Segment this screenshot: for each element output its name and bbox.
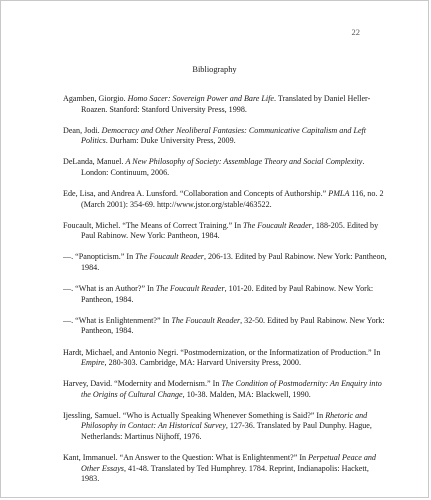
entry-text: Harvey, David. “Modernity and Modernism.” In	[63, 379, 222, 389]
entry-text: Hardt, Michael, and Antonio Negri. “Postmodernization, or the Informatization of Production.” In	[63, 347, 381, 357]
bibliography-entry	[63, 453, 388, 485]
entry-italic-title: The Foucault Reader	[155, 284, 225, 294]
bibliography-entry	[63, 157, 388, 178]
entry-text: , 41-48. Translated by Ted Humphrey. 1784. Reprint, Indianapolis: Hackett, 1983.	[81, 463, 369, 484]
bibliography-entry	[63, 379, 388, 400]
entry-text: , 127-36. Translated by Paul Dunphy. Hague, Netherlands: Martinus Nijhoff, 1976.	[81, 421, 372, 442]
entry-text: —. “What is Enlightenment?” In	[63, 315, 172, 325]
entry-text: —. “Panopticism.” In	[63, 252, 136, 262]
entry-italic-title: The Condition of Postmodernity: An Enquiry into the Origins of Cultural Change	[81, 379, 382, 399]
entry-italic-title: Perpetual Peace and Other Essays	[81, 453, 376, 473]
entry-text: , 280-303. Cambridge, MA: Harvard University Press, 2000.	[104, 358, 302, 368]
entry-text: , 206-13. Edited by Paul Rabinow. New York: Pantheon, 1984.	[81, 252, 387, 273]
entry-text: DeLanda, Manuel.	[63, 157, 126, 167]
entry-text: . Translated by Daniel Heller-Roazen. Stanford: Stanford University Press, 1998.	[81, 94, 371, 114]
entry-text: , 32-50. Edited by Paul Rabinow. New York: Pantheon, 1984.	[81, 315, 385, 336]
bibliography-entry	[63, 126, 388, 147]
bibliography-entry	[63, 348, 388, 369]
bibliography-entry	[63, 284, 388, 305]
entry-italic-title: Democracy and Other Neoliberal Fantasies: Communicative Capitalism and Left Politics	[81, 125, 367, 146]
entry-italic-title: Rhetoric and Philosophy in Contact: An Historical Survey	[81, 410, 368, 431]
page-number: 22	[351, 27, 360, 37]
entry-text: —. “What is an Author?” In	[63, 284, 156, 294]
entry-text: , 101-20. Edited by Paul Rabinow. New York: Pantheon, 1984.	[81, 284, 374, 304]
entry-italic-title: PMLA	[328, 189, 350, 199]
bibliography-entry	[63, 94, 388, 115]
entry-text: Agamben, Giorgio.	[63, 94, 128, 103]
entry-italic-title: Empire	[81, 358, 105, 368]
entry-italic-title: Homo Sacer: Sovereign Power and Bare Life	[127, 94, 275, 103]
bibliography-list	[63, 94, 388, 495]
entry-text: 116, no. 2 (March 2001): 354-69. http://www.jstor.org/stable/463522.	[81, 189, 384, 209]
entry-italic-title: The Foucault Reader	[243, 220, 312, 230]
bibliography-entry	[63, 189, 388, 210]
entry-italic-title: The Foucault Reader	[171, 315, 241, 325]
entry-text: , 10-38. Malden, MA: Blackwell, 1990.	[182, 389, 311, 399]
entry-text: . London: Continuum, 2006.	[81, 157, 365, 177]
bibliography-entry	[63, 221, 388, 242]
entry-text: Foucault, Michel. “The Means of Correct Training.” In	[63, 220, 244, 230]
bibliography-entry	[63, 316, 388, 337]
entry-text: Dean, Jodi.	[63, 125, 102, 135]
entry-italic-title: The Foucault Reader	[135, 252, 204, 262]
entry-text: , 188-205. Edited by Paul Rabinow. New York: Pantheon, 1984.	[81, 220, 379, 241]
entry-text: Kant, Immanuel. “An Answer to the Question: What is Enlightenment?” In	[63, 453, 309, 463]
entry-text: . Durham: Duke University Press, 2009.	[105, 136, 236, 146]
entry-text: Ijessling, Samuel. “Who is Actually Speaking Whenever Something is Said?” In	[63, 410, 326, 420]
bibliography-entry	[63, 252, 388, 273]
page-title: Bibliography	[192, 65, 237, 74]
bibliography-entry	[63, 411, 388, 443]
entry-text: Ede, Lisa, and Andrea A. Lunsford. “Collaboration and Concepts of Authorship.”	[63, 189, 329, 199]
entry-italic-title: A New Philosophy of Society: Assemblage Theory and Social Complexity	[125, 157, 363, 167]
